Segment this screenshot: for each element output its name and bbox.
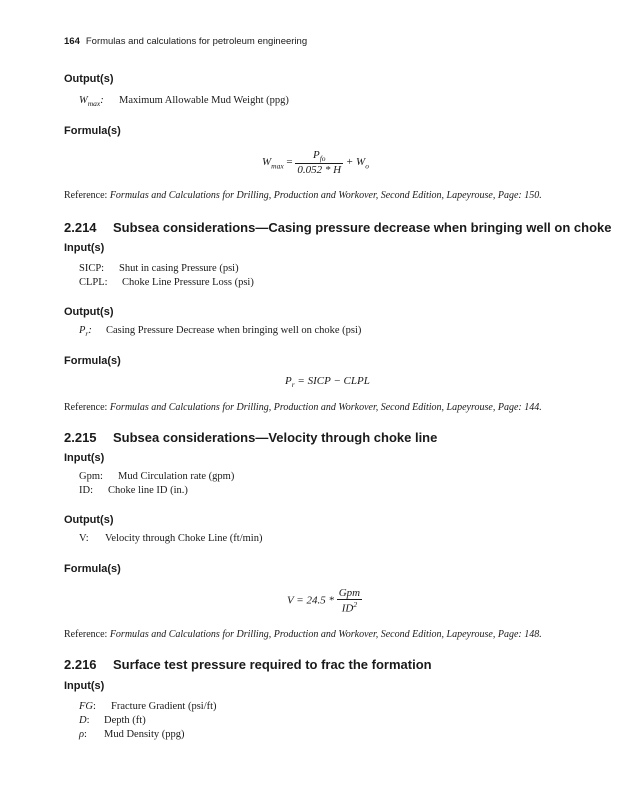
input-row: ID: Choke line ID (in.) xyxy=(79,485,188,496)
formula-wmax: $W_{max}$ = $\frac{P_{fo}}{0.052 * H}$ + $W_o$ xyxy=(262,149,369,177)
formula-pr: $P_r$ = SICP − CLPL xyxy=(285,375,370,390)
input-heading-2-214: Input(s) xyxy=(64,242,105,254)
output-heading-2-215: Output(s) xyxy=(64,514,114,526)
running-header xyxy=(64,36,307,47)
output-desc: Maximum Allowable Mud Weight (ppg) xyxy=(119,95,289,106)
formula-velocity: V = 24.5 * $\frac{\text{Gpm}}{ID^2}$ xyxy=(287,587,361,615)
formula-fraction: $\frac{\text{Gpm}}{ID^2}$ xyxy=(338,587,361,615)
section-title-2-215: 2.215 Subsea considerations—Velocity through choke line xyxy=(64,430,438,445)
input-heading-2-215: Input(s) xyxy=(64,452,105,464)
output-row-2-214: $P_r$: Casing Pressure Decrease when bringing well on choke (psi) xyxy=(79,325,362,339)
input-heading-2-216: Input(s) xyxy=(64,680,105,692)
output-symbol: $W_{max}$: xyxy=(79,95,104,109)
input-row: ρ: Mud Density (ppg) xyxy=(79,729,185,740)
running-title: Formulas and calculations for petroleum engineering xyxy=(85,36,308,47)
reference-top: Reference: Formulas and Calculations for Drilling, Production and Workover, Second Edition, Lapeyrouse, Page: 150. xyxy=(64,190,542,201)
output-row-2-215: V: Velocity through Choke Line (ft/min) xyxy=(79,533,263,544)
section-title-2-216: 2.216 Surface test pressure required to frac the formation xyxy=(64,657,432,672)
output-row-top xyxy=(79,95,289,108)
input-row: D: Depth (ft) xyxy=(79,715,146,726)
output-heading-top: Output(s) xyxy=(64,73,114,85)
formula-heading-2-214: Formula(s) xyxy=(64,355,121,367)
page-number: 164 xyxy=(64,36,80,47)
input-row: Gpm: Mud Circulation rate (gpm) xyxy=(79,471,235,482)
section-title-2-214: 2.214 Subsea considerations—Casing pressure decrease when bringing well on choke xyxy=(64,220,612,235)
input-row: SICP: Shut in casing Pressure (psi) xyxy=(79,263,239,274)
reference-2-215: Reference: Formulas and Calculations for Drilling, Production and Workover, Second Edition, Lapeyrouse, Page: 148. xyxy=(64,629,542,640)
formula-fraction: $\frac{P_{fo}}{0.052 * H}$ xyxy=(297,149,342,177)
formula-heading-2-215: Formula(s) xyxy=(64,563,121,575)
input-row: FG: Fracture Gradient (psi/ft) xyxy=(79,701,217,712)
output-heading-2-214: Output(s) xyxy=(64,306,114,318)
formula-heading-top: Formula(s) xyxy=(64,125,121,137)
reference-2-214: Reference: Formulas and Calculations for Drilling, Production and Workover, Second Edition, Lapeyrouse, Page: 144. xyxy=(64,402,542,413)
input-row: CLPL: Choke Line Pressure Loss (psi) xyxy=(79,277,254,288)
